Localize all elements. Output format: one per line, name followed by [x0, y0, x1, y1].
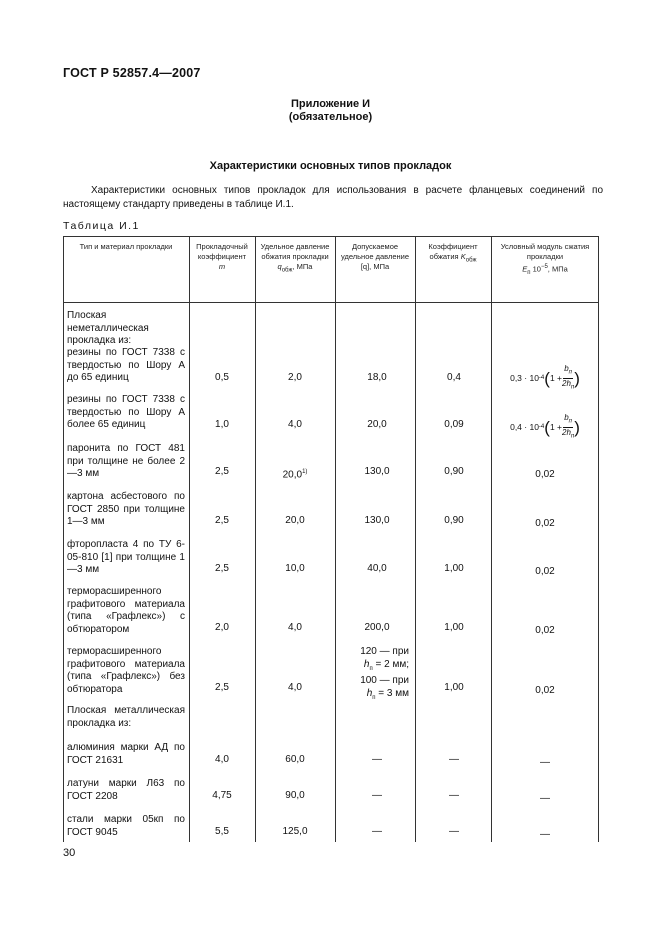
row-label: латуни марки Л63 по ГОСТ 2208 — [67, 778, 185, 802]
cell-e: — — [540, 757, 550, 768]
header-compression-modulus: Условный модуль сжатия прокладки $E_п$ $10^{-5}$, МПа — [500, 242, 590, 276]
cell-e: 0,02 — [535, 566, 555, 577]
row-label: терморасширенного графитового материала (типа «Графлекс») без обтюратора — [67, 646, 185, 695]
cell-m: 0,5 — [215, 372, 229, 383]
cell-q-allowable: 130,0 — [364, 515, 390, 526]
cell-q: 20,0$^{1)}$ — [282, 469, 308, 481]
gasket-table — [63, 236, 599, 842]
cell-k: — — [449, 826, 459, 837]
paren-open: ( — [544, 368, 550, 388]
cell-e: 0,02 — [535, 518, 555, 529]
cell-q-allowable: 20,0 — [367, 419, 387, 430]
cell-q-allowable: — — [372, 826, 382, 837]
group-label-nonmetal: Плоская неметаллическая прокладка из: — [67, 310, 149, 346]
cell-e-formula: 0,3 · 10 -4 ( 1 + $\frac{b_п}{2h_п}$ ) — [510, 363, 580, 391]
document-code: ГОСТ Р 52857.4—2007 — [63, 66, 201, 80]
cell-k: 1,00 — [444, 622, 464, 633]
row-label: резины по ГОСТ 7338 с твердостью по Шору А до 65 единиц — [67, 347, 185, 383]
cell-q: 60,0 — [285, 754, 305, 765]
footnote-mark: 1) — [302, 469, 308, 475]
column-divider — [335, 236, 336, 842]
cell-k: 0,90 — [444, 466, 464, 477]
cell-e: — — [540, 793, 550, 804]
paren-open: ( — [544, 417, 550, 437]
cell-m: 2,0 — [215, 622, 229, 633]
cell-q-allowable: — — [372, 790, 382, 801]
header-seating-stress: Удельное давление обжатия прокладки $q_{обж}$, МПа — [260, 242, 330, 274]
cell-m: 2,5 — [215, 563, 229, 574]
cell-q: 4,0 — [288, 622, 302, 633]
table-caption: Таблица И.1 — [63, 220, 140, 232]
cell-q-allowable: — — [372, 754, 382, 765]
table-border — [598, 236, 599, 842]
column-divider — [491, 236, 492, 842]
cell-q: 10,0 — [285, 563, 305, 574]
row-label: картона асбестового по ГОСТ 2850 при толщине 1—3 мм — [67, 491, 185, 527]
cell-q-allowable: 18,0 — [367, 372, 387, 383]
cell-k: 1,00 — [444, 563, 464, 574]
row-label: алюминия марки АД по ГОСТ 21631 — [67, 742, 185, 766]
row-label: паронита по ГОСТ 481 при толщине не более 2—3 мм — [67, 443, 185, 479]
appendix-title: Приложение И — [290, 98, 371, 110]
page-number: 30 — [63, 847, 76, 859]
cell-q-allowable: 120 — при $h_п = 2$ мм; 100 — при $h_п = 3$ мм — [360, 646, 409, 701]
intro-paragraph: Характеристики основных типов прокладок для использования в расчете фланцевых соединений по настоящему стандарту приведены в таблице И.1. — [63, 185, 603, 210]
cell-q: 90,0 — [285, 790, 305, 801]
table-border — [63, 236, 64, 842]
cell-k: 0,09 — [444, 419, 464, 430]
row-label: терморасширенного графитового материала (типа «Графлекс») с обтюратором — [67, 586, 185, 635]
cell-m: 2,5 — [215, 466, 229, 477]
column-divider — [189, 236, 190, 842]
cell-k: 1,00 — [444, 682, 464, 693]
row-label: фторопласта 4 по ТУ 6-05-810 [1] при толщине 1—3 мм — [67, 539, 185, 575]
column-divider — [255, 236, 256, 842]
cell-m: 2,5 — [215, 515, 229, 526]
cell-q-allowable: 40,0 — [367, 563, 387, 574]
row-label: стали марки 05кп по ГОСТ 9045 — [67, 814, 185, 838]
header-gasket-factor: Прокладочный коэффициент m — [196, 242, 248, 271]
section-title: Характеристики основных типов прокладок — [209, 160, 452, 172]
cell-m: 2,5 — [215, 682, 229, 693]
cell-q: 4,0 — [288, 682, 302, 693]
cell-q-allowable: 200,0 — [364, 622, 390, 633]
cell-k: 0,90 — [444, 515, 464, 526]
cell-m: 4,75 — [212, 790, 232, 801]
cell-q-allowable: 130,0 — [364, 466, 390, 477]
cell-e: 0,02 — [535, 685, 555, 696]
cell-e: 0,02 — [535, 469, 555, 480]
cell-q: 2,0 — [288, 372, 302, 383]
cell-m: 4,0 — [215, 754, 229, 765]
cell-q: 20,0 — [285, 515, 305, 526]
table-border — [63, 236, 599, 237]
paren-close: ) — [574, 368, 580, 388]
header-gasket-type: Тип и материал прокладки — [79, 242, 173, 251]
group-label-metal: Плоская металлическая прокладка из: — [67, 705, 185, 729]
cell-q: 4,0 — [288, 419, 302, 430]
row-label: резины по ГОСТ 7338 с твердостью по Шору А более 65 единиц — [67, 394, 185, 430]
appendix-heading — [0, 98, 661, 124]
cell-m: 1,0 — [215, 419, 229, 430]
cell-m: 5,5 — [215, 826, 229, 837]
header-allowable-stress: Допускаемое удельное давление [q], МПа — [340, 242, 410, 271]
cell-e: 0,02 — [535, 625, 555, 636]
cell-k: — — [449, 754, 459, 765]
cell-k: 0,4 — [447, 372, 461, 383]
column-divider — [415, 236, 416, 842]
cell-e-formula: 0,4 · 10 -4 ( 1 + $\frac{b_п}{2h_п}$ ) — [510, 412, 580, 440]
cell-e: — — [540, 829, 550, 840]
appendix-subtitle: (обязательное) — [288, 111, 373, 123]
header-compression-coef: Коэффициент обжатия $K_{обж}$ — [428, 242, 478, 264]
paren-close: ) — [574, 417, 580, 437]
cell-k: — — [449, 790, 459, 801]
cell-q: 125,0 — [282, 826, 308, 837]
fraction: $\frac{b_п}{2h_п}$ — [562, 363, 575, 391]
fraction: $\frac{b_п}{2h_п}$ — [562, 412, 575, 440]
header-divider — [63, 302, 599, 303]
